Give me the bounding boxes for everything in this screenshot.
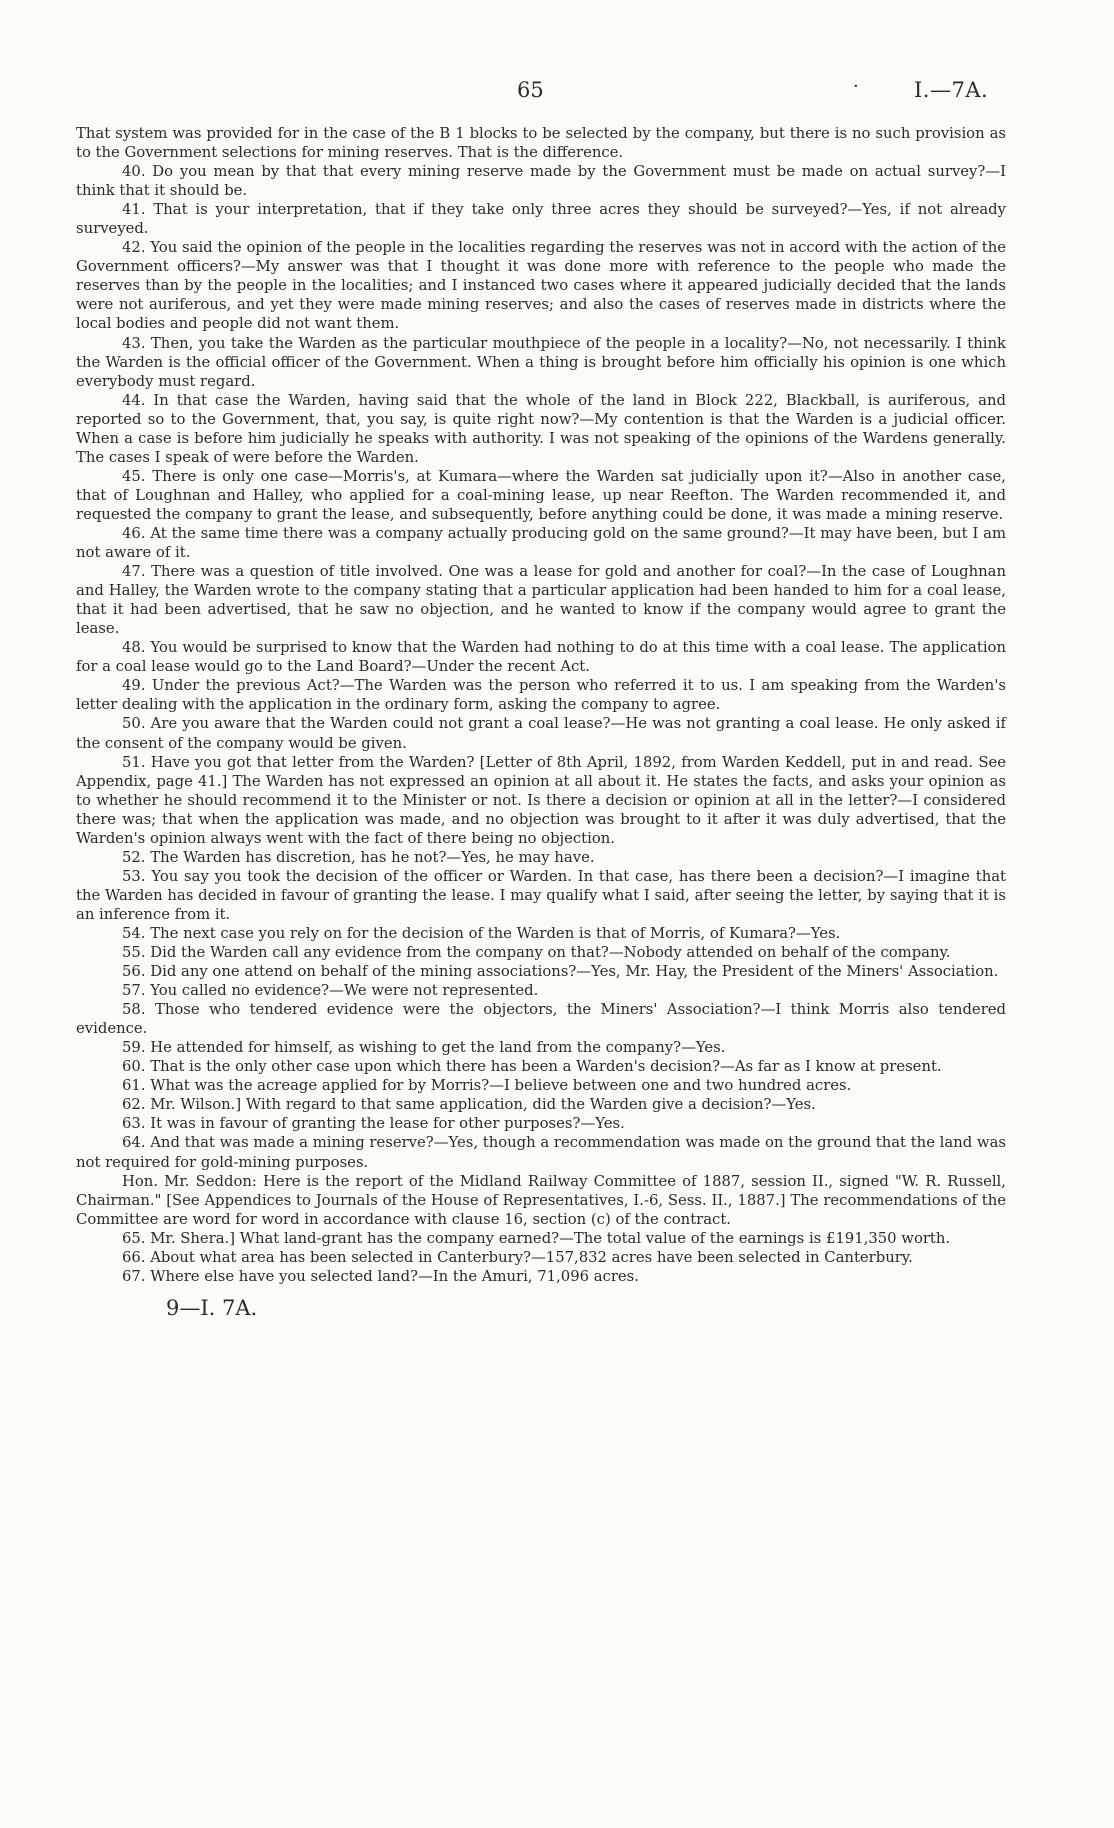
paragraph: 47. There was a question of title involved. One was a lease for gold and another for coal?—In the case of Loughnan and Halley, the Warden wrote to the company stating that a particular application had been handed to him for a coal lease, that it had been advertised, that he saw no objection, and he wanted to know if the company would agree to grant the lease. <box>76 563 1006 638</box>
document-reference: I.—7A. <box>914 78 989 102</box>
paragraph: 58. Those who tendered evidence were the objectors, the Miners' Association?—I think Morris also tendered evidence. <box>76 1001 1006 1038</box>
paragraph: 53. You say you took the decision of the officer or Warden. In that case, has there been a decision?—I imagine that the Warden has decided in favour of granting the lease. I may qualify what I said, after seeing the letter, by saying that it is an inference from it. <box>76 867 1006 923</box>
paragraph: 45. There is only one case—Morris's, at Kumara—where the Warden sat judicially upon it?—Also in another case, that of Loughnan and Halley, who applied for a coal-mining lease, up near Reefton. The Warden recommended it, and requested the company to grant the lease, and subsequently, before anything could be done, it was made a mining reserve. <box>76 467 1006 523</box>
paragraph: 57. You called no evidence?—We were not represented. <box>122 982 539 1000</box>
paragraph: 50. Are you aware that the Warden could not grant a coal lease?—He was not granting a coal lease. He only asked if the consent of the company would be given. <box>76 715 1006 752</box>
paragraph: 40. Do you mean by that that every mining reserve made by the Government must be made on actual survey?—I think that it should be. <box>76 163 1006 200</box>
paragraph: 52. The Warden has discretion, has he not?—Yes, he may have. <box>122 848 595 866</box>
paragraph: 55. Did the Warden call any evidence from the company on that?—Nobody attended on behalf of the company. <box>122 944 951 962</box>
paragraph: 63. It was in favour of granting the lease for other purposes?—Yes. <box>122 1115 625 1133</box>
document-page <box>76 78 1006 1320</box>
paragraph: 41. That is your interpretation, that if they take only three acres they should be surveyed?—Yes, if not already surveyed. <box>76 201 1006 238</box>
signature-reference: 9—I. 7A. <box>166 1295 258 1320</box>
paragraph: 62. Mr. Wilson.] With regard to that same application, did the Warden give a decision?—Yes. <box>122 1096 816 1114</box>
paragraph: 51. Have you got that letter from the Warden? [Letter of 8th April, 1892, from Warden Keddell, put in and read. See Appendix, page 41.] The Warden has not expressed an opinion at all about it. He states the facts, and asks your opinion as to whether he should recommend it to the Minister or not. Is there a decision or opinion at all in the letter?—I considered there was; that when the application was made, and no objection was brought to it after it was duly advertised, that the Warden's opinion always went with the fact of there being no objection. <box>76 753 1006 847</box>
paragraph: 61. What was the acreage applied for by Morris?—I believe between one and two hundred acres. <box>122 1077 852 1095</box>
paragraph: 46. At the same time there was a company actually producing gold on the same ground?—It may have been, but I am not aware of it. <box>76 524 1006 562</box>
paragraph: 66. About what area has been selected in Canterbury?—157,832 acres have been selected in Canterbury. <box>122 1248 913 1266</box>
paragraph: Hon. Mr. Seddon: Here is the report of the Midland Railway Committee of 1887, session II., signed "W. R. Russell, Chairman." [See Appendices to Journals of the House of Representatives, I.-6, Sess. II., 1887.] The recommendations of the Committee are word for word in accordance with clause 16, section (c) of the contract. <box>76 1172 1006 1228</box>
paragraph: 54. The next case you rely on for the decision of the Warden is that of Morris, of Kumara?—Yes. <box>122 924 841 942</box>
paragraph: 44. In that case the Warden, having said that the whole of the land in Block 222, Blackball, is auriferous, and reported so to the Government, that, you say, is quite right now?—My contention is that the Warden is a judicial officer. When a case is before him judicially he speaks with authority. I was not speaking of the opinions of the Wardens generally. The cases I speak of were before the Warden. <box>76 391 1006 466</box>
paragraph: 42. You said the opinion of the people in the localities regarding the reserves was not in accord with the action of the Government officers?—My answer was that I thought it was done more with reference to the people who made the reserves than by the people in the localities; and I instanced two cases where it appeared judicially decided that the lands were not auriferous, and yet they were made mining reserves; and also the cases of reserves made in districts where the local bodies and people did not want them. <box>76 239 1006 333</box>
paragraph: 49. Under the previous Act?—The Warden was the person who referred it to us. I am speaking from the Warden's letter dealing with the application in the ordinary form, asking the company to agree. <box>76 677 1006 714</box>
page-header <box>76 78 1006 110</box>
paragraph: 48. You would be surprised to know that the Warden had nothing to do at this time with a coal lease. The application for a coal lease would go to the Land Board?—Under the recent Act. <box>76 639 1006 676</box>
paragraph: 59. He attended for himself, as wishing to get the land from the company?—Yes. <box>122 1039 726 1057</box>
paragraph: 65. Mr. Shera.] What land-grant has the company earned?—The total value of the earnings is £191,350 worth. <box>122 1229 951 1247</box>
paragraph: 56. Did any one attend on behalf of the mining associations?—Yes, Mr. Hay, the President of the Miners' Association. <box>122 963 999 981</box>
header-mark: · <box>853 76 859 97</box>
paragraph: 67. Where else have you selected land?—In the Amuri, 71,096 acres. <box>122 1267 639 1285</box>
paragraph: 43. Then, you take the Warden as the particular mouthpiece of the people in a locality?—No, not necessarily. I think the Warden is the official officer of the Government. When a thing is brought before him officially his opinion is one which everybody must regard. <box>76 334 1006 390</box>
paragraph: 60. That is the only other case upon which there has been a Warden's decision?—As far as I know at present. <box>122 1058 942 1076</box>
paragraph: 64. And that was made a mining reserve?—Yes, though a recommendation was made on the ground that the land was not required for gold-mining purposes. <box>76 1134 1006 1171</box>
page-number: 65 <box>517 78 544 102</box>
paragraph: That system was provided for in the case of the B 1 blocks to be selected by the company, but there is no such provision as to the Government selections for mining reserves. That is the difference. <box>76 125 1006 162</box>
body-text <box>76 124 1006 1286</box>
